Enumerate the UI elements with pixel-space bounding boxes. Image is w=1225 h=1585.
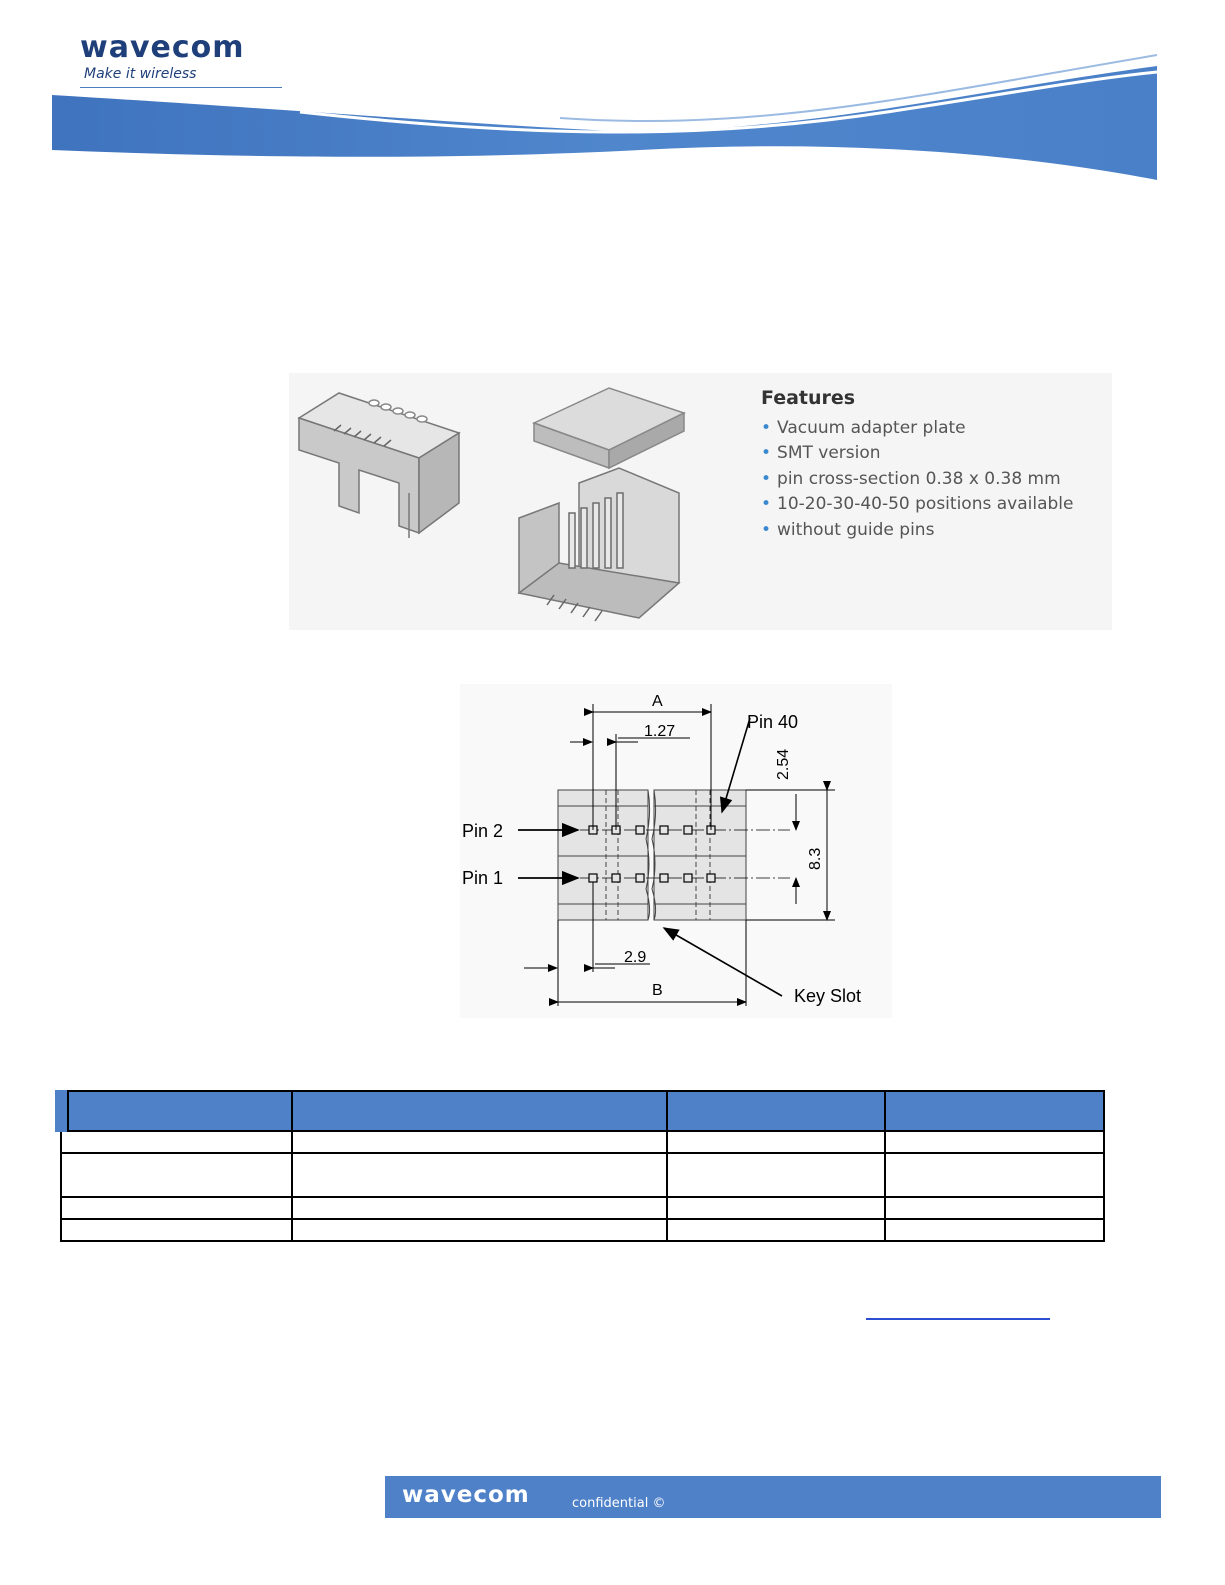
table-cell xyxy=(885,1197,1104,1219)
bullet-icon: • xyxy=(761,494,772,514)
pin40-label: Pin 40 xyxy=(747,712,799,732)
table-cell xyxy=(885,1131,1104,1153)
feature-item xyxy=(761,494,1073,514)
table-cell xyxy=(61,1219,292,1241)
feature-item xyxy=(761,418,966,438)
dim-pitch-label: 1.27 xyxy=(644,723,676,740)
table-cell xyxy=(885,1153,1104,1197)
table-row xyxy=(61,1131,1104,1153)
dim-row-label: 2.54 xyxy=(775,748,792,780)
confidential-label: confidential © xyxy=(572,1496,666,1511)
dim-offset-label: 2.9 xyxy=(624,949,647,966)
connector-housing-right xyxy=(519,468,679,621)
table-cell xyxy=(667,1153,886,1197)
feature-item xyxy=(761,443,881,463)
table-row xyxy=(61,1153,1104,1197)
feature-item xyxy=(761,469,1061,489)
table-cell xyxy=(61,1197,292,1219)
table-cell xyxy=(292,1153,666,1197)
tagline: Make it wireless xyxy=(84,66,197,82)
dim-height-label: 8.3 xyxy=(807,847,824,870)
dim-b-label: B xyxy=(652,982,663,999)
table-cell xyxy=(61,1131,292,1153)
table-cell xyxy=(667,1219,886,1241)
feature-text: 10-20-30-40-50 positions available xyxy=(777,494,1074,514)
pin2-label: Pin 2 xyxy=(462,821,504,841)
feature-text: pin cross-section 0.38 x 0.38 mm xyxy=(777,469,1061,489)
table-cell xyxy=(292,1219,666,1241)
feature-text: SMT version xyxy=(777,443,881,463)
wavecom-logo: wavecom xyxy=(80,30,245,65)
table-cell xyxy=(292,1131,666,1153)
footer-logo: wavecom xyxy=(402,1482,530,1508)
key-slot-label: Key Slot xyxy=(794,986,862,1006)
features-title: Features xyxy=(761,387,856,409)
spec-table xyxy=(55,1090,1105,1242)
table-cell xyxy=(61,1153,292,1197)
table-header-cell xyxy=(667,1091,886,1131)
table-cell xyxy=(667,1197,886,1219)
pinout-drawing xyxy=(460,684,892,1018)
feature-text: Vacuum adapter plate xyxy=(777,418,966,438)
bullet-icon: • xyxy=(761,418,772,438)
bullet-icon: • xyxy=(761,443,772,463)
vacuum-adapter-plate xyxy=(534,388,684,468)
pin1-label: Pin 1 xyxy=(462,868,504,888)
tagline-underline xyxy=(80,87,282,88)
bullet-icon: • xyxy=(761,469,772,489)
feature-item xyxy=(761,520,934,540)
table-row xyxy=(61,1219,1104,1241)
table-cell xyxy=(667,1131,886,1153)
table-header-row xyxy=(61,1091,1104,1131)
table-header-cell xyxy=(292,1091,666,1131)
bullet-icon: • xyxy=(761,520,772,540)
table-cell xyxy=(292,1197,666,1219)
connector-housing-left xyxy=(299,393,459,538)
feature-text: without guide pins xyxy=(777,520,935,540)
table-row xyxy=(61,1197,1104,1219)
table-cell xyxy=(885,1219,1104,1241)
table-header-cell xyxy=(885,1091,1104,1131)
hyperlink-underline[interactable] xyxy=(866,1318,1050,1320)
dim-a-label: A xyxy=(652,693,663,710)
table-header-cell xyxy=(61,1091,292,1131)
